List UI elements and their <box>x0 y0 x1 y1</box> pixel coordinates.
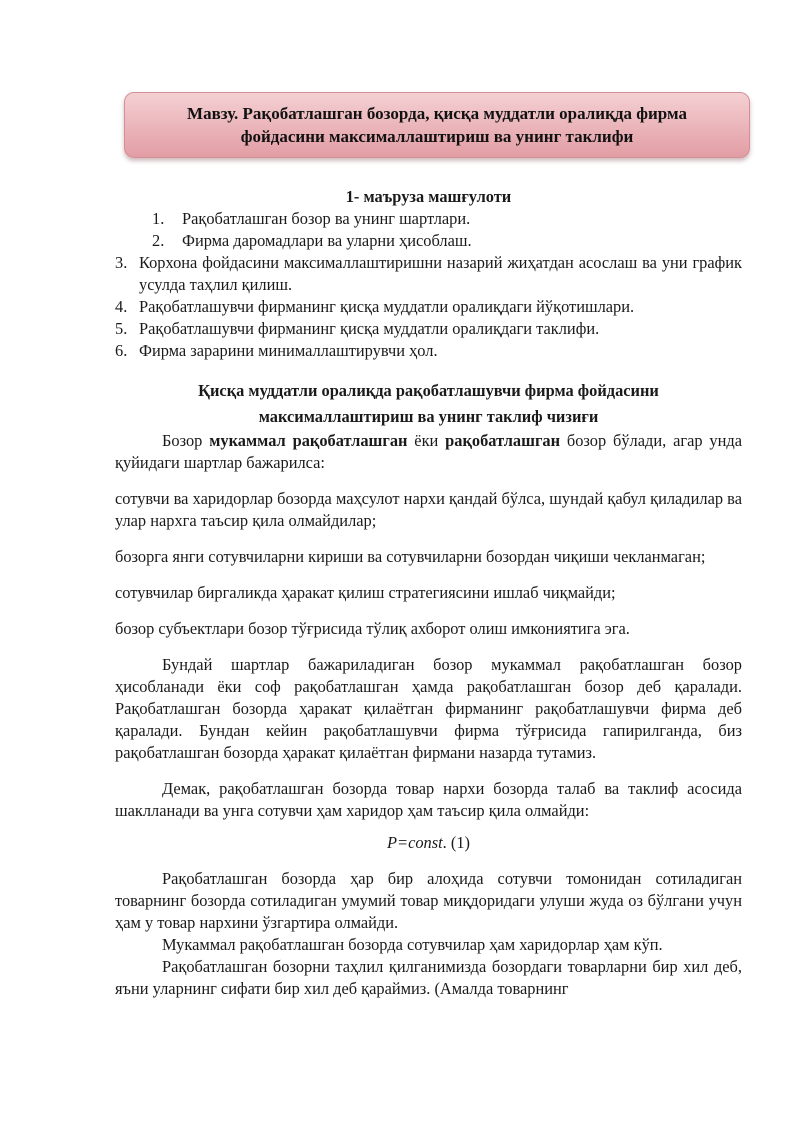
formula-expression: P=const <box>387 833 443 852</box>
intro-paragraph: Бозор мукаммал рақобатлашган ёки рақобатлашган бозор бўлади, агар унда қуйидаги шартлар бажарилса: <box>115 431 742 472</box>
outline-item: 2. Фирма даромадлари ва уларни ҳисоблаш. <box>152 231 472 250</box>
outline-item: 4. Рақобатлашувчи фирманинг қисқа муддатли оралиқдаги йўқотишлари. <box>115 297 635 316</box>
lecture-title: 1- маъруза машғулоти <box>345 187 512 206</box>
outline-item: 6. Фирма зарарини минималлаштирувчи ҳол. <box>115 341 438 360</box>
formula-number: . (1) <box>442 833 470 852</box>
outline-item: 3. Корхона фойдасини максималлаштиришни назарий жиҳатдан асослаш ва уни график усулда таҳлил қилиш. <box>115 253 742 294</box>
outline-item: 1. Рақобатлашган бозор ва унинг шартлари. <box>152 209 471 228</box>
condition-paragraph: сотувчилар биргаликда ҳаракат қилиш стратегиясини ишлаб чиқмайди; <box>115 583 616 602</box>
topic-title-banner <box>124 92 750 158</box>
condition-paragraph: бозор субъектлари бозор тўғрисида тўлиқ ахборот олиш имкониятига эга. <box>115 619 630 638</box>
formula <box>115 832 742 854</box>
body-paragraph: Демак, рақобатлашган бозорда товар нархи бозорда талаб ва таклиф асосида шаклланади ва унга сотувчи ҳам харидор ҳам таъсир қила олмайди: <box>115 779 742 820</box>
lecture-outline <box>115 208 742 362</box>
body-paragraph: Мукаммал рақобатлашган бозорда сотувчилар ҳам харидорлар ҳам кўп. <box>162 935 663 954</box>
topic-title: Мавзу. Рақобатлашган бозорда, қисқа муддатли оралиқда фирма фойдасини максималлаштириш ва унинг таклифи <box>187 104 687 146</box>
body-paragraph: Бундай шартлар бажариладиган бозор мукаммал рақобатлашган бозор ҳисобланади ёки соф рақобатлашган ҳамда рақобатлашган бозор деб қаралади. Рақобатлашган бозорда ҳаракат қилаётган фирманинг рақобатлашувчи фирма деб қаралади. Бундан кейин рақобатлашувчи фирма тўғрисида гапирилганда, биз рақобатлашган бозорда ҳаракат қилаётган фирмани назарда тутамиз. <box>115 655 742 762</box>
section-title: Қисқа муддатли оралиқда рақобатлашувчи фирма фойдасини максималлаштириш ва унинг таклиф чизиғи <box>198 381 659 426</box>
body-paragraph: Рақобатлашган бозорда ҳар бир алоҳида сотувчи томонидан сотиладиган товарнинг бозорда сотиладиган умумий товар миқдоридаги улуши жуда оз бўлгани учун ҳам у товар нархини ўзгартира олмайди. <box>115 869 742 932</box>
body-paragraph: Рақобатлашган бозорни таҳлил қилганимизда бозордаги товарларни бир хил деб, яъни уларнинг сифати бир хил деб қараймиз. (Амалда товарнинг <box>115 957 742 998</box>
condition-paragraph: бозорга янги сотувчиларни кириши ва сотувчиларни бозордан чиқиши чекланмаган; <box>115 547 706 566</box>
outline-item: 5. Рақобатлашувчи фирманинг қисқа муддатли оралиқдаги таклифи. <box>115 319 600 338</box>
document-body <box>115 186 742 1000</box>
condition-paragraph: сотувчи ва харидорлар бозорда маҳсулот нархи қандай бўлса, шундай қабул қиладилар ва улар нархга таъсир қила олмайдилар; <box>115 489 742 530</box>
